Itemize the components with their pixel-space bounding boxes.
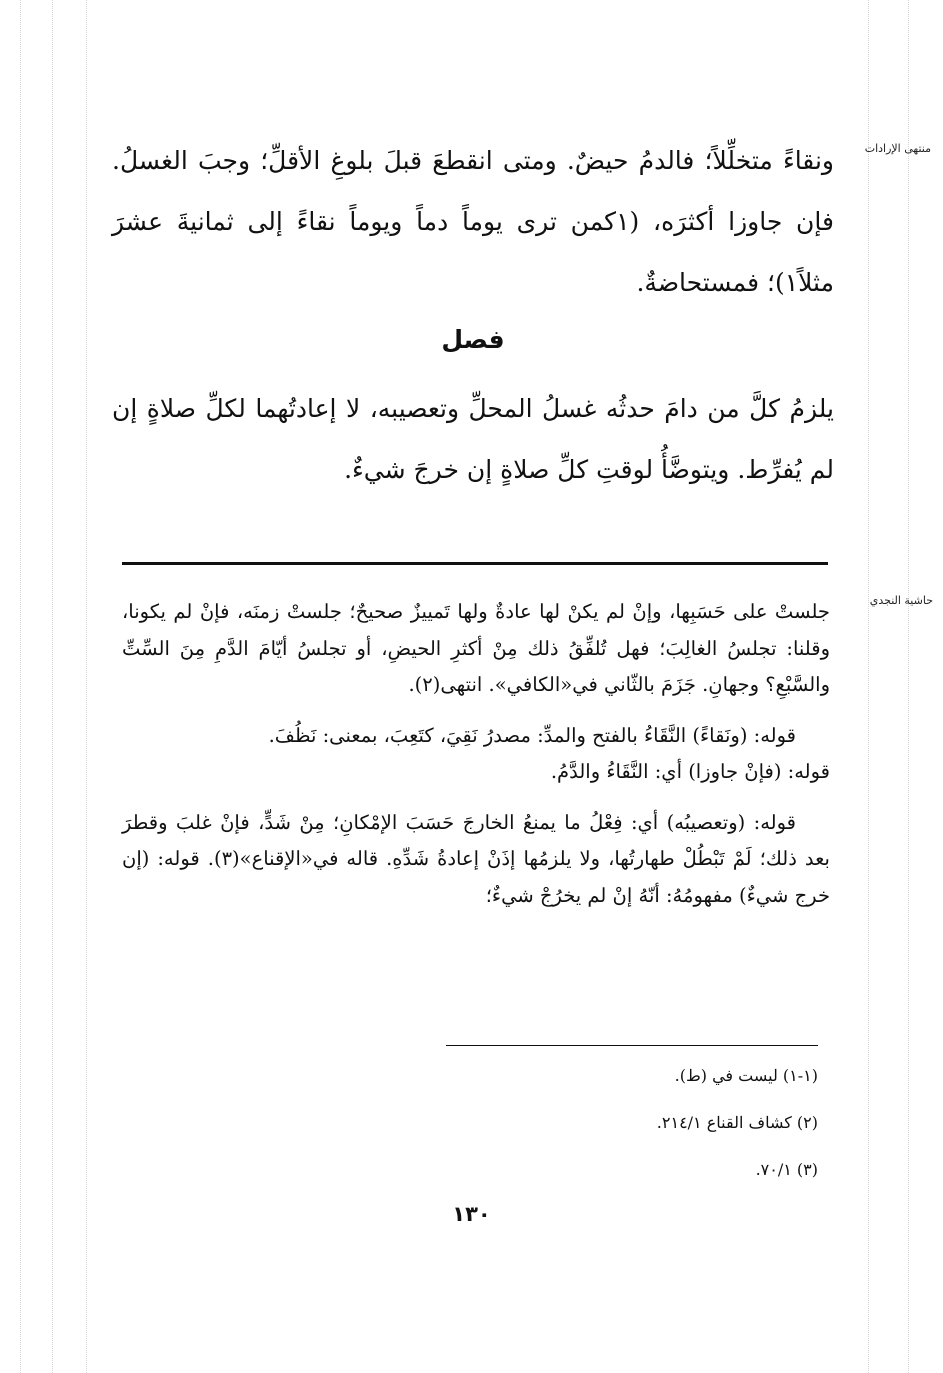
margin-label-matn: منتهى الإرادات [864,142,931,155]
footnote-1: (١-١) ليست في (ط). [674,1066,818,1085]
footnote-divider [446,1045,818,1046]
matn-paragraph-1: ونقاءً متخلِّلاً؛ فالدمُ حيضٌ. ومتى انقطعَ قبلَ بلوغِ الأقلِّ؛ وجبَ الغسلُ. فإن جاوزا أكثرَه، (١كمن ترى يوماً دماً ويوماً نقاءً إلى ثمانيةَ عشرَ مثلاً١)؛ فمستحاضةٌ. [112,146,834,297]
scan-guide-line [52,0,53,1373]
matn-paragraph-2: يلزمُ كلَّ من دامَ حدثُه غسلُ المحلِّ وتعصيبه، لا إعادتُهما لكلِّ صلاةٍ إن لم يُفرِّط. ويتوضَّأُ لوقتِ كلِّ صلاةٍ إن خرجَ شيءٌ. [112,394,834,484]
paragraph-gap [122,791,830,805]
margin-label-hashiya: حاشية النجدي [869,594,933,607]
section-heading: فصل [441,325,505,354]
commentary-block [122,594,830,914]
commentary-paragraph: قوله: (وتعصيبُه) أي: فِعْلُ ما يمنعُ الخارجَ حَسَبَ الإمْكانِ؛ مِنْ شَدٍّ، فإنْ غلبَ وقطرَ بعد ذلك؛ لَمْ تَبْطُلْ طهارتُها، ولا يلزمُها إذَنْ إعادةُ شَدِّهِ. قاله في«الإقناع»(٣). قوله: (إن خرج شيءٌ) مفهومُهُ: أنّهُ إنْ لم يخرُجْ شيءٌ؛ [122,810,830,907]
commentary-paragraph: قوله: (فإنْ جاوزا) أي: النَّقَاءُ والدَّمُ. [550,760,830,783]
scan-guide-line [868,0,869,1373]
scan-guide-line [86,0,87,1373]
footnotes [400,1052,818,1193]
commentary-paragraph: جلستْ على حَسَبِها، وإنْ لم يكنْ لها عادةٌ ولها تَمييزٌ صحيحٌ؛ جلستْ زمنَه، فإنْ لم يكونا، وقلنا: تجلسُ الغالِبَ؛ فهل تُلفِّقُ ذلك مِنْ أكثرِ الحيضِ، أو تجلسُ أيّامَ الدَّمِ مِنَ السِّتِّ والسَّبْعِ؟ وجهانِ. جَزَمَ بالثّاني في«الكافي». انتهى(٢). [122,600,830,696]
section-divider [122,562,828,565]
commentary-paragraph: قوله: (ونَقاءً) النَّقَاءُ بالفتح والمدِّ: مصدرُ نَقِيَ، كتَعِبَ، بمعنى: نَظُفَ. [268,723,796,747]
footnote-2: (٢) كشاف القناع ٢١٤/١. [656,1113,818,1132]
footnote-3: (٣) ٧٠/١. [755,1160,818,1179]
scan-guide-line [20,0,21,1373]
paragraph-gap [122,704,830,718]
page-number: ١٣٠ [452,1202,491,1226]
scan-guide-line [908,0,909,1373]
